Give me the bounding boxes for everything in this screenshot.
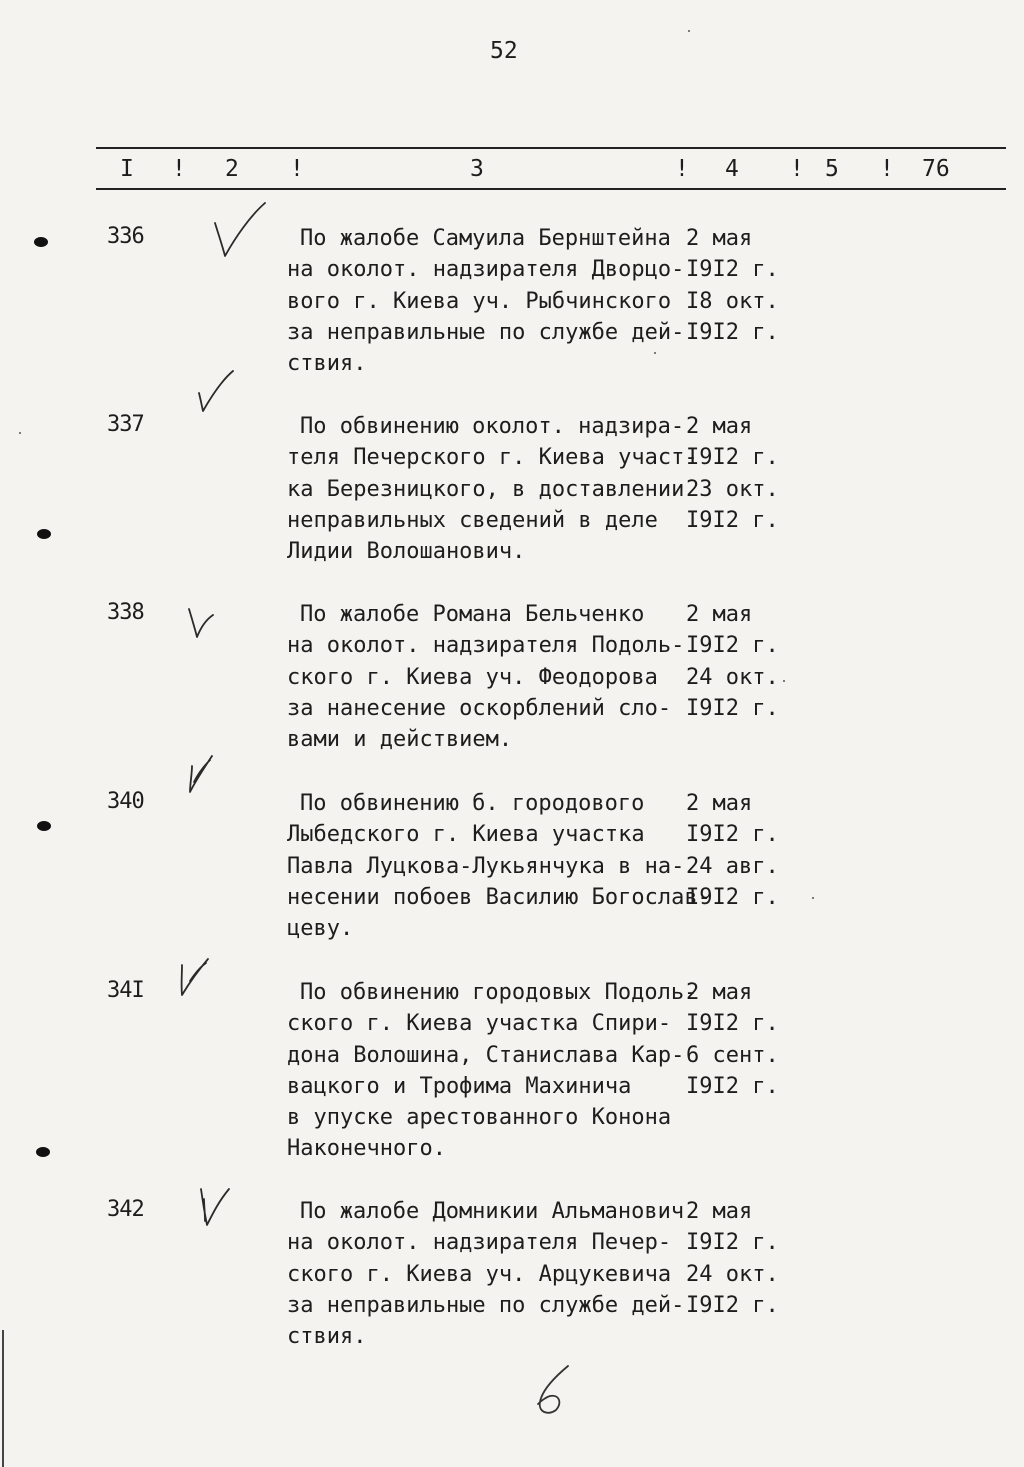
date-line: I9I2 г. [686,507,779,533]
text-line: По обвинению б. городового [300,791,645,816]
text-line: Наконечного. [287,1136,446,1162]
scan-speck [19,432,21,434]
entry-number: 342 [107,1197,144,1222]
text-line: цеву. [287,916,354,942]
header-col-1: I [120,156,134,182]
text-line: ствия. [287,1324,367,1350]
text-line: за неправильные по службе дей- [287,1292,685,1318]
text-line: неправильных сведений в деле [287,507,658,533]
header-sep-1: ! [172,156,186,182]
entry-dates [686,599,806,724]
entry-text [287,788,711,944]
entry-text [287,411,698,567]
text-line: По жалобе Домникии Альманович [300,1199,685,1224]
scan-speck [812,897,814,899]
date-line: I9I2 г. [686,257,779,283]
checkmark-icon [182,752,252,822]
scan-speck [654,352,656,354]
date-line: 2 мая [686,226,753,251]
text-line: Лидии Волошанович. [287,539,526,565]
text-line: ского г. Киева уч. Феодорова [287,664,658,690]
date-line: I9I2 г. [686,633,779,659]
entry-text [287,977,698,1165]
page-edge-line [2,1330,4,1467]
date-line: 24 окт. [686,1261,779,1287]
text-line: дона Волошина, Станислава Кар- [287,1042,685,1068]
date-line: I9I2 г. [686,695,779,721]
date-line: 2 мая [686,980,753,1005]
text-line: вами и действием. [287,727,513,753]
text-line: несении побоев Василию Богослав- [287,884,711,910]
text-line: ского г. Киева участка Спири- [287,1011,672,1037]
checkmark-icon [176,955,246,1025]
date-line: 6 сент. [686,1042,779,1068]
text-line: По обвинению городовых Подоль- [300,980,698,1005]
text-line: ствия. [287,351,367,377]
date-line: I9I2 г. [686,1230,779,1256]
text-line: Павла Луцкова-Лукьянчука в на- [287,853,685,879]
date-line: I8 окт. [686,288,779,314]
date-line: I9I2 г. [686,884,779,910]
entry-number: 34I [107,978,144,1003]
text-line: По обвинению околот. надзира- [300,414,685,439]
header-sep-4: ! [790,156,804,182]
entry-dates [686,223,806,348]
punch-hole [36,1147,50,1157]
entry-dates [686,788,806,913]
text-line: ка Березницкого, в доставлении [287,476,685,502]
entry-dates [686,1196,806,1321]
text-line: теля Печерского г. Киева участ- [287,445,698,471]
date-line: I9I2 г. [686,319,779,345]
header-sep-5: ! [880,156,894,182]
date-line: I9I2 г. [686,1011,779,1037]
text-line: в упуске арестованного Конона [287,1105,672,1131]
header-col-6: 76 [922,156,950,182]
date-line: 23 окт. [686,476,779,502]
table-top-rule [96,147,1006,149]
header-sep-2: ! [290,156,304,182]
folio-mark [530,1362,600,1432]
date-line: I9I2 г. [686,822,779,848]
header-col-5: 5 [825,156,839,182]
header-col-2: 2 [225,156,239,182]
entry-dates [686,977,806,1102]
entry-text [287,1196,687,1352]
text-line: на околот. надзирателя Печер- [287,1230,672,1256]
punch-hole [37,529,51,539]
text-line: вацкого и Трофима Махинича [287,1073,632,1099]
date-line: 2 мая [686,602,753,627]
table-bottom-rule [96,188,1006,190]
checkmark-icon [183,605,253,675]
header-col-4: 4 [725,156,739,182]
scan-speck [783,680,785,682]
punch-hole [34,237,48,247]
checkmark-icon [195,1185,265,1255]
page-number: 52 [490,38,518,64]
entry-text [287,599,687,755]
text-line: вого г. Киева уч. Рыбчинского [287,288,672,314]
date-line: I9I2 г. [686,1073,779,1099]
scan-speck [688,30,690,32]
text-line: за неправильные по службе дей- [287,319,685,345]
text-line: По жалобе Романа Бельченко [300,602,645,627]
header-col-3: 3 [470,156,484,182]
text-line: ского г. Киева уч. Арцукевича [287,1261,672,1287]
text-line: По жалобе Самуила Бернштейна [300,226,671,251]
date-line: 24 авг. [686,853,779,879]
text-line: на околот. надзирателя Дворцо- [287,257,685,283]
entry-number: 337 [107,412,144,437]
entry-number: 340 [107,789,144,814]
checkmark-icon [205,198,275,268]
punch-hole [37,821,51,831]
text-line: на околот. надзирателя Подоль- [287,633,685,659]
checkmark-icon [193,365,263,435]
header-sep-3: ! [675,156,689,182]
text-line: за нанесение оскорблений сло- [287,695,672,721]
date-line: 2 мая [686,791,753,816]
date-line: 2 мая [686,414,753,439]
entry-number: 336 [107,224,144,249]
date-line: I9I2 г. [686,1292,779,1318]
entry-text [287,223,687,379]
date-line: I9I2 г. [686,445,779,471]
entry-number: 338 [107,600,144,625]
date-line: 2 мая [686,1199,753,1224]
date-line: 24 окт. [686,664,779,690]
text-line: Лыбедского г. Киева участка [287,822,645,848]
entry-dates [686,411,806,536]
